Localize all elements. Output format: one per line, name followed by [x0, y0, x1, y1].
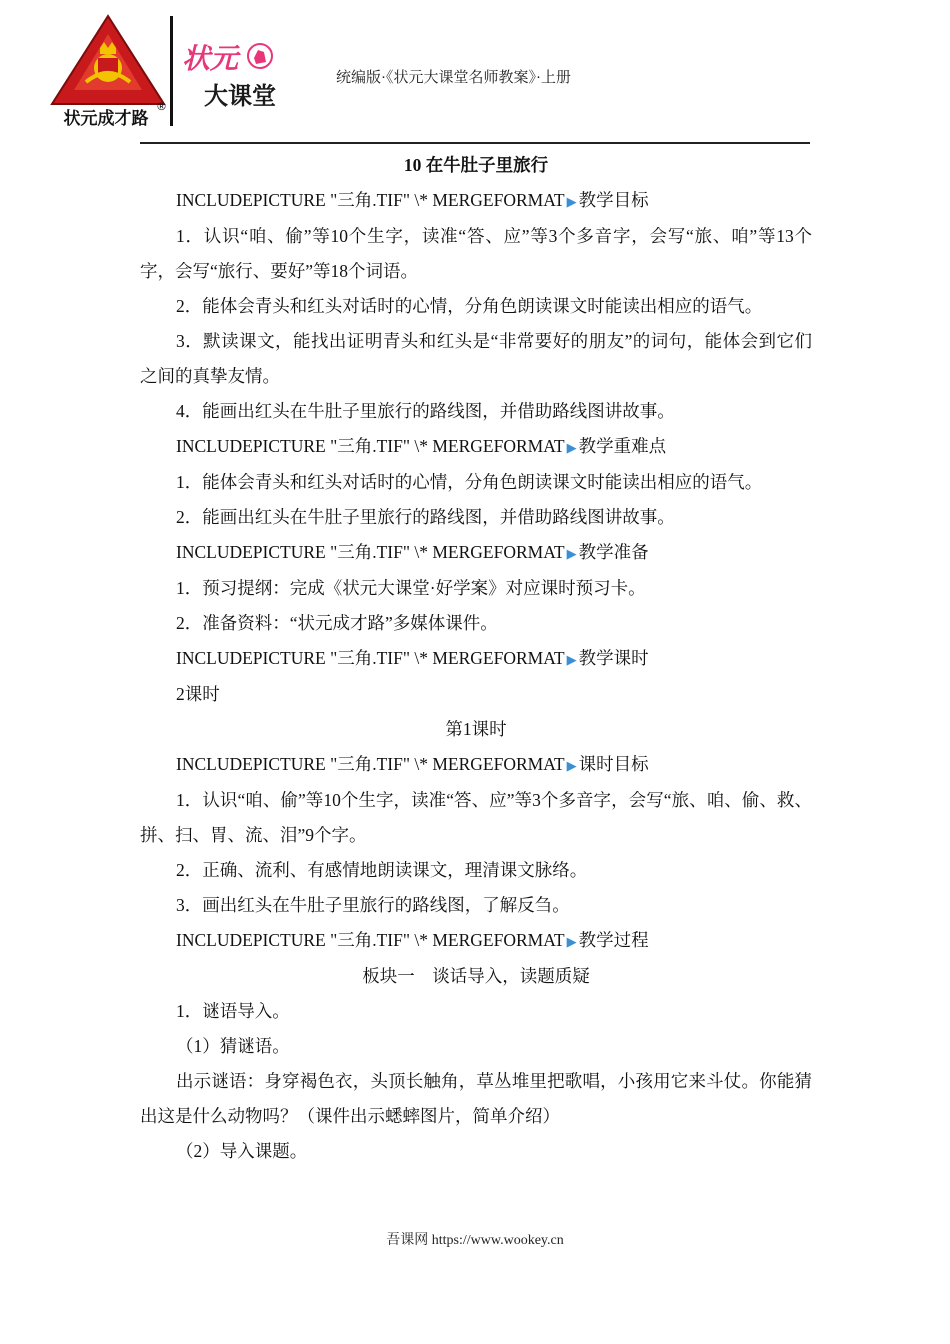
triangle-bullet-icon: ▶	[566, 194, 577, 209]
prep-item: 1．预习提纲：完成《状元大课堂·好学案》对应课时预习卡。	[176, 578, 646, 598]
section-label: 课时目标	[578, 754, 649, 774]
block-title: 板块一 谈话导入，读题质疑	[362, 966, 590, 986]
triangle-bullet-icon: ▶	[566, 758, 577, 773]
section-heading-process	[140, 923, 812, 959]
field-code-text: INCLUDEPICTURE "三角.TIF" \* MERGEFORMAT	[176, 436, 565, 456]
section-heading-goals	[140, 183, 812, 219]
page-header	[0, 0, 950, 145]
triangle-bullet-icon: ▶	[566, 934, 577, 949]
goal-item: 2．能体会青头和红头对话时的心情，分角色朗读课文时能读出相应的语气。	[176, 296, 763, 316]
period-title: 第1课时	[445, 719, 507, 739]
key-point-item: 1．能体会青头和红头对话时的心情，分角色朗读课文时能读出相应的语气。	[176, 472, 763, 492]
period-goal-item: 2．正确、流利、有感情地朗读课文，理清课文脉络。	[176, 860, 588, 880]
step-item: （1）猜谜语。	[176, 1036, 290, 1056]
step-item: 1．谜语导入。	[176, 1001, 290, 1021]
period-goal-item: 3．画出红头在牛肚子里旅行的路线图，了解反刍。	[176, 895, 570, 915]
book-title: 统编版·《状元大课堂名师教案》·上册	[336, 70, 571, 86]
lesson-title: 10 在牛肚子里旅行	[403, 155, 549, 175]
prep-item: 2．准备资料：“状元成才路”多媒体课件。	[176, 613, 498, 633]
goal-item: 3．默读课文，能找出证明青头和红头是“非常要好的朋友”的词句，能体会到它们之间的真挚友情。	[140, 331, 812, 386]
section-heading-period-goals	[140, 747, 812, 783]
header-divider	[170, 16, 173, 126]
triangle-bullet-icon: ▶	[566, 546, 577, 561]
section-label: 教学课时	[578, 648, 649, 668]
key-point-item: 2．能画出红头在牛肚子里旅行的路线图，并借助路线图讲故事。	[176, 507, 675, 527]
zhuangyuan-daketang-logo	[178, 36, 296, 112]
logo-top-text: 状元	[182, 42, 239, 75]
lesson-plan-body	[140, 148, 812, 1169]
logo-bottom-text: 大课堂	[204, 82, 276, 110]
section-label: 教学过程	[578, 930, 649, 950]
logo-brand-text: 状元成才路	[63, 109, 149, 129]
field-code-text: INCLUDEPICTURE "三角.TIF" \* MERGEFORMAT	[176, 190, 565, 210]
goal-item: 4．能画出红头在牛肚子里旅行的路线图，并借助路线图讲故事。	[176, 401, 675, 421]
section-heading-prep	[140, 535, 812, 571]
header-rule	[140, 142, 810, 144]
section-label: 教学准备	[578, 542, 649, 562]
registered-mark: ®	[156, 100, 167, 113]
triangle-bullet-icon: ▶	[566, 440, 577, 455]
field-code-text: INCLUDEPICTURE "三角.TIF" \* MERGEFORMAT	[176, 648, 565, 668]
field-code-text: INCLUDEPICTURE "三角.TIF" \* MERGEFORMAT	[176, 542, 565, 562]
section-label: 教学目标	[578, 190, 649, 210]
section-label: 教学重难点	[578, 436, 667, 456]
triangle-bullet-icon: ▶	[566, 652, 577, 667]
period-goal-item: 1．认识“咱、偷”等10个生字，读准“答、应”等3个多音字，会写“旅、咱、偷、救、拼、扫、胃、流、泪”9个字。	[140, 790, 812, 845]
riddle-paragraph: 出示谜语：身穿褐色衣，头顶长触角，草丛堆里把歌唱，小孩用它来斗仗。你能猜出这是什么动物吗？（课件出示蟋蟀图片，简单介绍）	[140, 1071, 812, 1126]
step-item: （2）导入课题。	[176, 1141, 308, 1161]
page-footer: 吾课网 https://www.wookey.cn	[386, 1233, 564, 1248]
periods-count: 2课时	[176, 684, 220, 704]
section-heading-periods	[140, 641, 812, 677]
field-code-text: INCLUDEPICTURE "三角.TIF" \* MERGEFORMAT	[176, 930, 565, 950]
section-heading-key-points	[140, 429, 812, 465]
goal-item: 1．认识“咱、偷”等10个生字，读准“答、应”等3个多音字，会写“旅、咱”等13个字，会写“旅行、要好”等18个词语。	[140, 226, 812, 281]
zhuangyuan-chengcailu-logo	[48, 12, 168, 130]
field-code-text: INCLUDEPICTURE "三角.TIF" \* MERGEFORMAT	[176, 754, 565, 774]
